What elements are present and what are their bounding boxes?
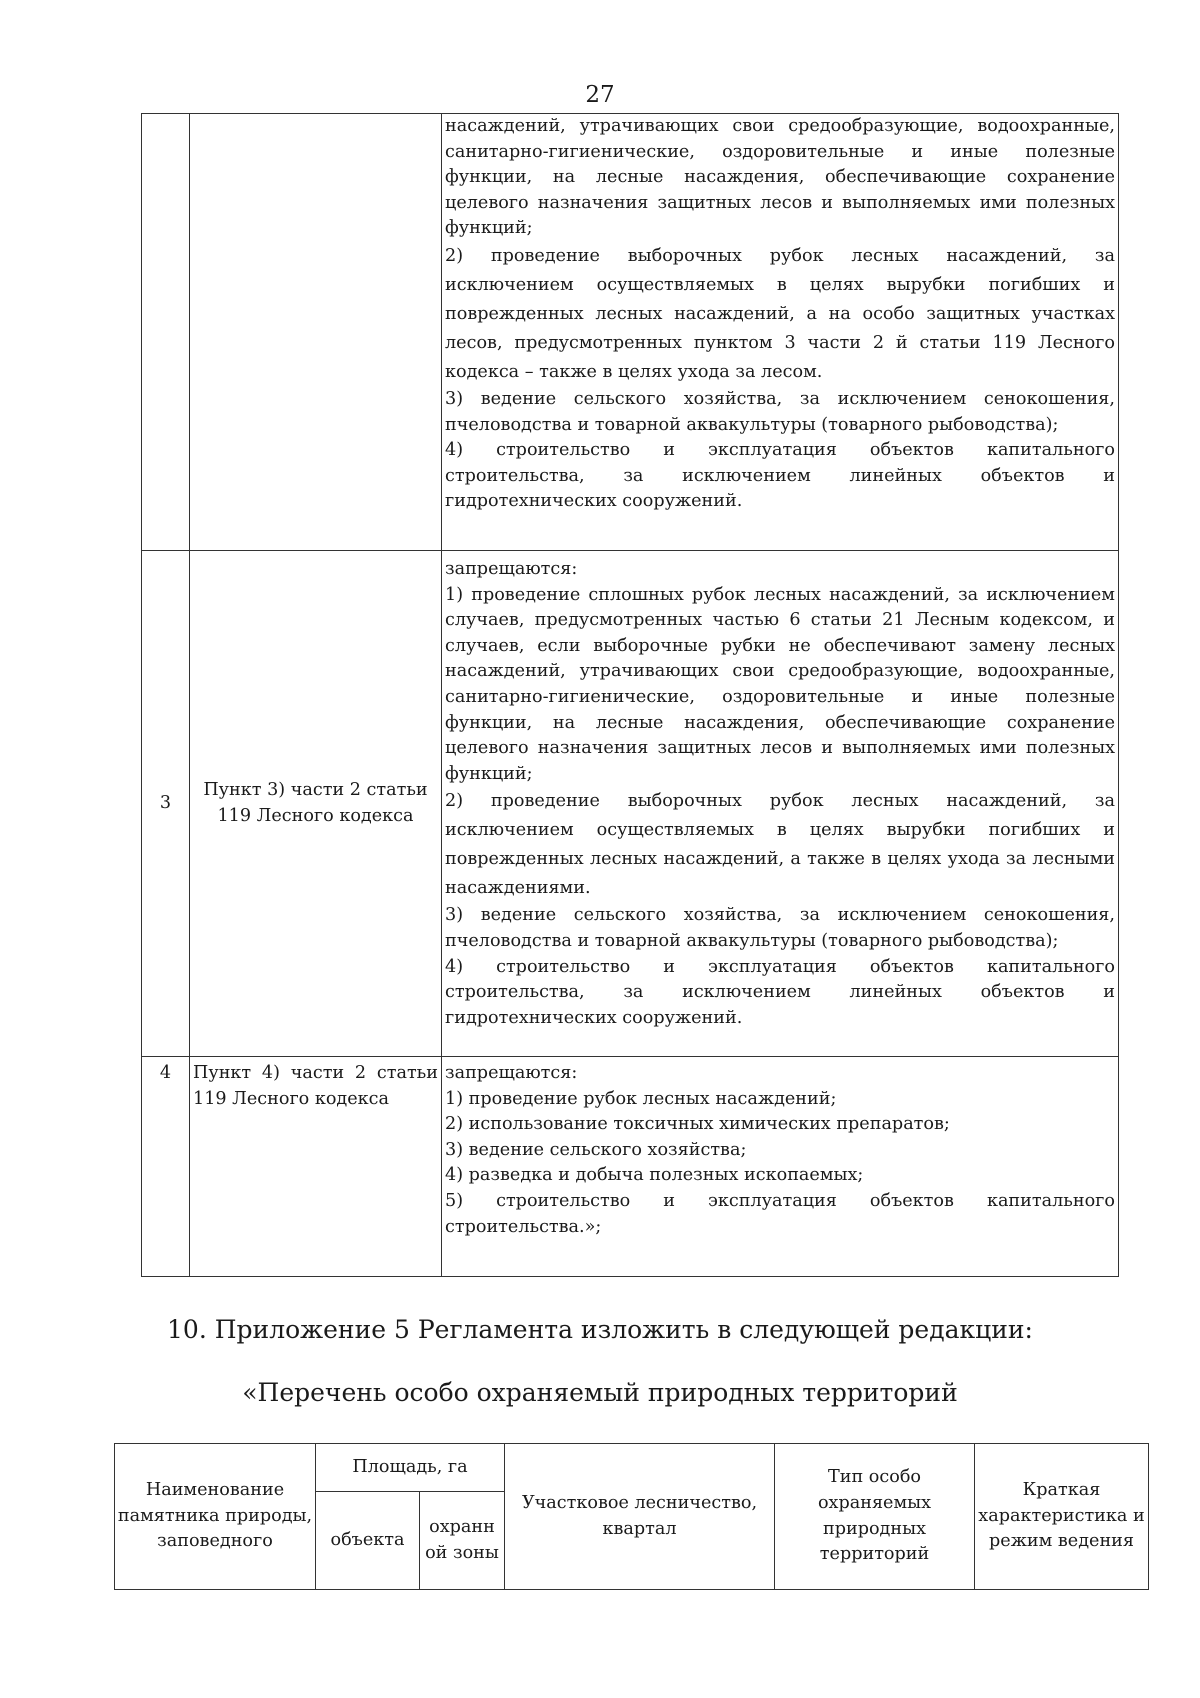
table-row xyxy=(142,114,1119,551)
regime-paragraph: 2) проведение выборочных рубок лесных насаждений, за исключением осуществляемых в целях вырубки погибших и поврежденных лесных насаждений, а также в целях ухода за лесными насаждениями. xyxy=(445,791,1115,899)
forest-regime-table xyxy=(141,113,1119,1277)
table-row xyxy=(142,551,1119,1057)
regime-paragraph: насаждений, утрачивающих свои средообразующие, водоохранные, санитарно-гигиенические, оздоровительные и иные полезные функции, на лесные насаждения, обеспечивающие сохранение целевого назначения защитных лесов и выполняемых ими полезных функций; xyxy=(445,116,1115,239)
page-number: 27 xyxy=(585,82,615,108)
regime-paragraph: запрещаются: xyxy=(445,1063,578,1083)
protected-areas-table xyxy=(114,1443,1149,1590)
regime-paragraph: 3) ведение сельского хозяйства; xyxy=(445,1139,747,1160)
regime-paragraph: 2) проведение выборочных рубок лесных насаждений, за исключением осуществляемых в целях вырубки погибших и поврежденных лесных насаждений, а на особо защитных участках лесов, предусмотренных пунктом 3 части 2 й статьи 119 Лесного кодекса – также в целях ухода за лесом. xyxy=(445,245,1115,382)
row-number-cell xyxy=(142,114,190,551)
header-name: Наименование памятника природы, заповедного xyxy=(115,1444,316,1590)
basis-cell xyxy=(190,1057,442,1277)
header-area: Площадь, га xyxy=(316,1444,505,1492)
header-area-object: объекта xyxy=(316,1492,420,1590)
basis-text: Пункт 4) части 2 статьи 119 Лесного кодекса xyxy=(193,1063,438,1109)
regime-paragraph: 1) проведение сплошных рубок лесных насаждений, за исключением случаев, предусмотренных частью 6 статьи 21 Лесным кодексом, и случаев, если выборочные рубки не обеспечивают замену лесных насаждений, утрачивающих свои средообразующие, водоохранные, санитарно-гигиенические, оздоровительные и иные полезные функции, на лесные насаждения, обеспечивающие сохранение целевого назначения защитных лесов и выполняемых ими полезных функций; xyxy=(445,584,1115,784)
header-forestry: Участковое лесничество, квартал xyxy=(505,1444,775,1590)
regime-paragraph: 3) ведение сельского хозяйства, за исключением сенокошения, пчеловодства и товарной аквакультуры (товарного рыбоводства); xyxy=(445,388,1115,435)
regime-paragraph: 5) строительство и эксплуатация объектов капитального строительства.»; xyxy=(445,1190,1115,1237)
regime-paragraph: запрещаются: xyxy=(445,559,578,579)
regime-paragraph: 4) строительство и эксплуатация объектов капитального строительства, за исключением линейных объектов и гидротехнических сооружений. xyxy=(445,956,1115,1028)
regime-cell xyxy=(442,114,1119,551)
table-row xyxy=(142,1057,1119,1277)
regime-paragraph: 2) использование токсичных химических препаратов; xyxy=(445,1114,950,1135)
regime-cell xyxy=(442,1057,1119,1277)
regime-paragraph: 4) разведка и добыча полезных ископаемых; xyxy=(445,1165,864,1186)
table-header-row xyxy=(115,1444,1149,1492)
regime-paragraph: 3) ведение сельского хозяйства, за исключением сенокошения, пчеловодства и товарной аквакультуры (товарного рыбоводства); xyxy=(445,905,1115,951)
row-number-cell: 4 xyxy=(142,1057,190,1277)
header-area-zone: охранн ой зоны xyxy=(420,1492,505,1590)
header-type: Тип особо охраняемых природных территорий xyxy=(775,1444,975,1590)
row-number-cell: 3 xyxy=(142,551,190,1057)
section-heading: 10. Приложение 5 Регламента изложить в следующей редакции: xyxy=(167,1315,1033,1344)
list-title: «Перечень особо охраняемый природных территорий xyxy=(242,1378,958,1407)
regime-cell xyxy=(442,551,1119,1057)
regime-paragraph: 4) строительство и эксплуатация объектов капитального строительства, за исключением линейных объектов и гидротехнических сооружений. xyxy=(445,440,1115,512)
basis-cell xyxy=(190,114,442,551)
regime-paragraph: 1) проведение рубок лесных насаждений; xyxy=(445,1088,837,1109)
basis-cell: Пункт 3) части 2 статьи 119 Лесного кодекса xyxy=(190,551,442,1057)
header-description: Краткая характеристика и режим ведения xyxy=(975,1444,1149,1590)
